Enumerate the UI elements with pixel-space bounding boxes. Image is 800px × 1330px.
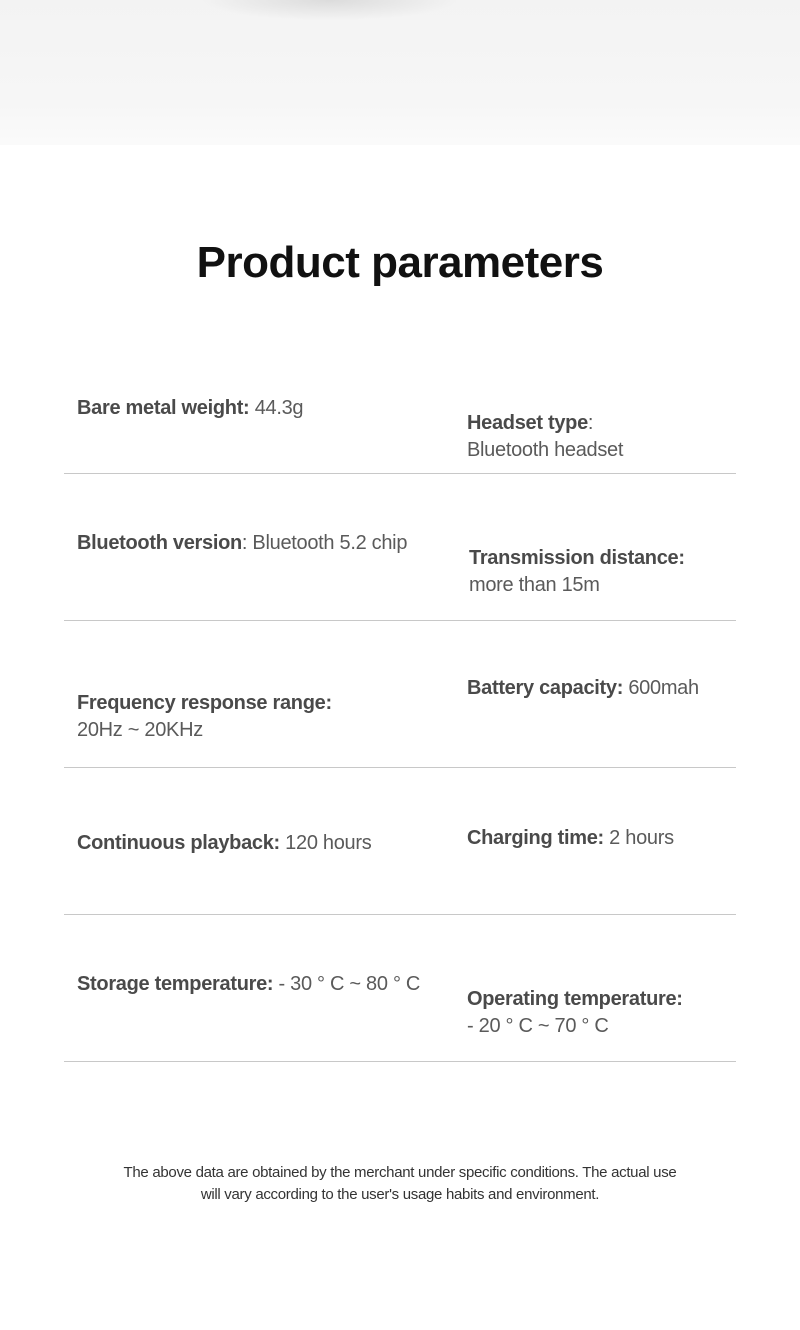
param-label: Charging time: (467, 827, 604, 849)
param-battery-capacity (467, 675, 736, 702)
param-bare-metal-weight (77, 395, 457, 422)
parameter-row (64, 915, 736, 1062)
param-operating-temperature (467, 959, 736, 1040)
page-title: Product parameters (196, 238, 604, 287)
parameter-row (64, 768, 736, 915)
disclaimer-line: The above data are obtained by the merchant under specific conditions. The actual use (123, 1164, 677, 1181)
disclaimer-line: will vary according to the user's usage habits and environment. (200, 1186, 600, 1203)
parameter-row (64, 474, 736, 621)
parameters-table (64, 327, 736, 1062)
param-value: 600mah (623, 677, 699, 699)
param-storage-temperature (77, 971, 457, 998)
param-label: Operating temperature: (467, 988, 683, 1010)
param-value: 44.3g (249, 397, 304, 419)
product-photo-strip (0, 0, 800, 145)
param-charging-time (467, 825, 736, 852)
param-continuous-playback (77, 830, 457, 857)
param-value: 2 hours (603, 827, 674, 849)
param-bluetooth-version (77, 530, 457, 557)
param-value: - 20 ° C ~ 70 ° C (467, 1015, 609, 1037)
param-label: Bluetooth version (77, 532, 242, 554)
param-label: Battery capacity: (467, 677, 624, 699)
param-value: - 30 ° C ~ 80 ° C (273, 973, 421, 995)
param-label: Bare metal weight: (77, 397, 250, 419)
parameter-row (64, 621, 736, 768)
param-label: Headset type (467, 412, 588, 434)
param-label: Frequency response range: (77, 692, 332, 714)
disclaimer-text (100, 1162, 700, 1206)
param-label: Storage temperature: (77, 973, 274, 995)
param-value: 20Hz ~ 20KHz (77, 719, 203, 741)
param-value: more than 15m (469, 574, 600, 596)
param-transmission-distance (469, 518, 738, 599)
param-label: Transmission distance: (469, 547, 685, 569)
parameter-row (64, 327, 736, 474)
param-value: : Bluetooth headset (467, 412, 624, 461)
param-headset-type (467, 383, 736, 464)
param-value: : Bluetooth 5.2 chip (241, 532, 408, 554)
param-label: Continuous playback: (77, 832, 280, 854)
product-highlight (200, 0, 460, 20)
param-value: 120 hours (279, 832, 372, 854)
param-frequency-response (77, 663, 457, 744)
